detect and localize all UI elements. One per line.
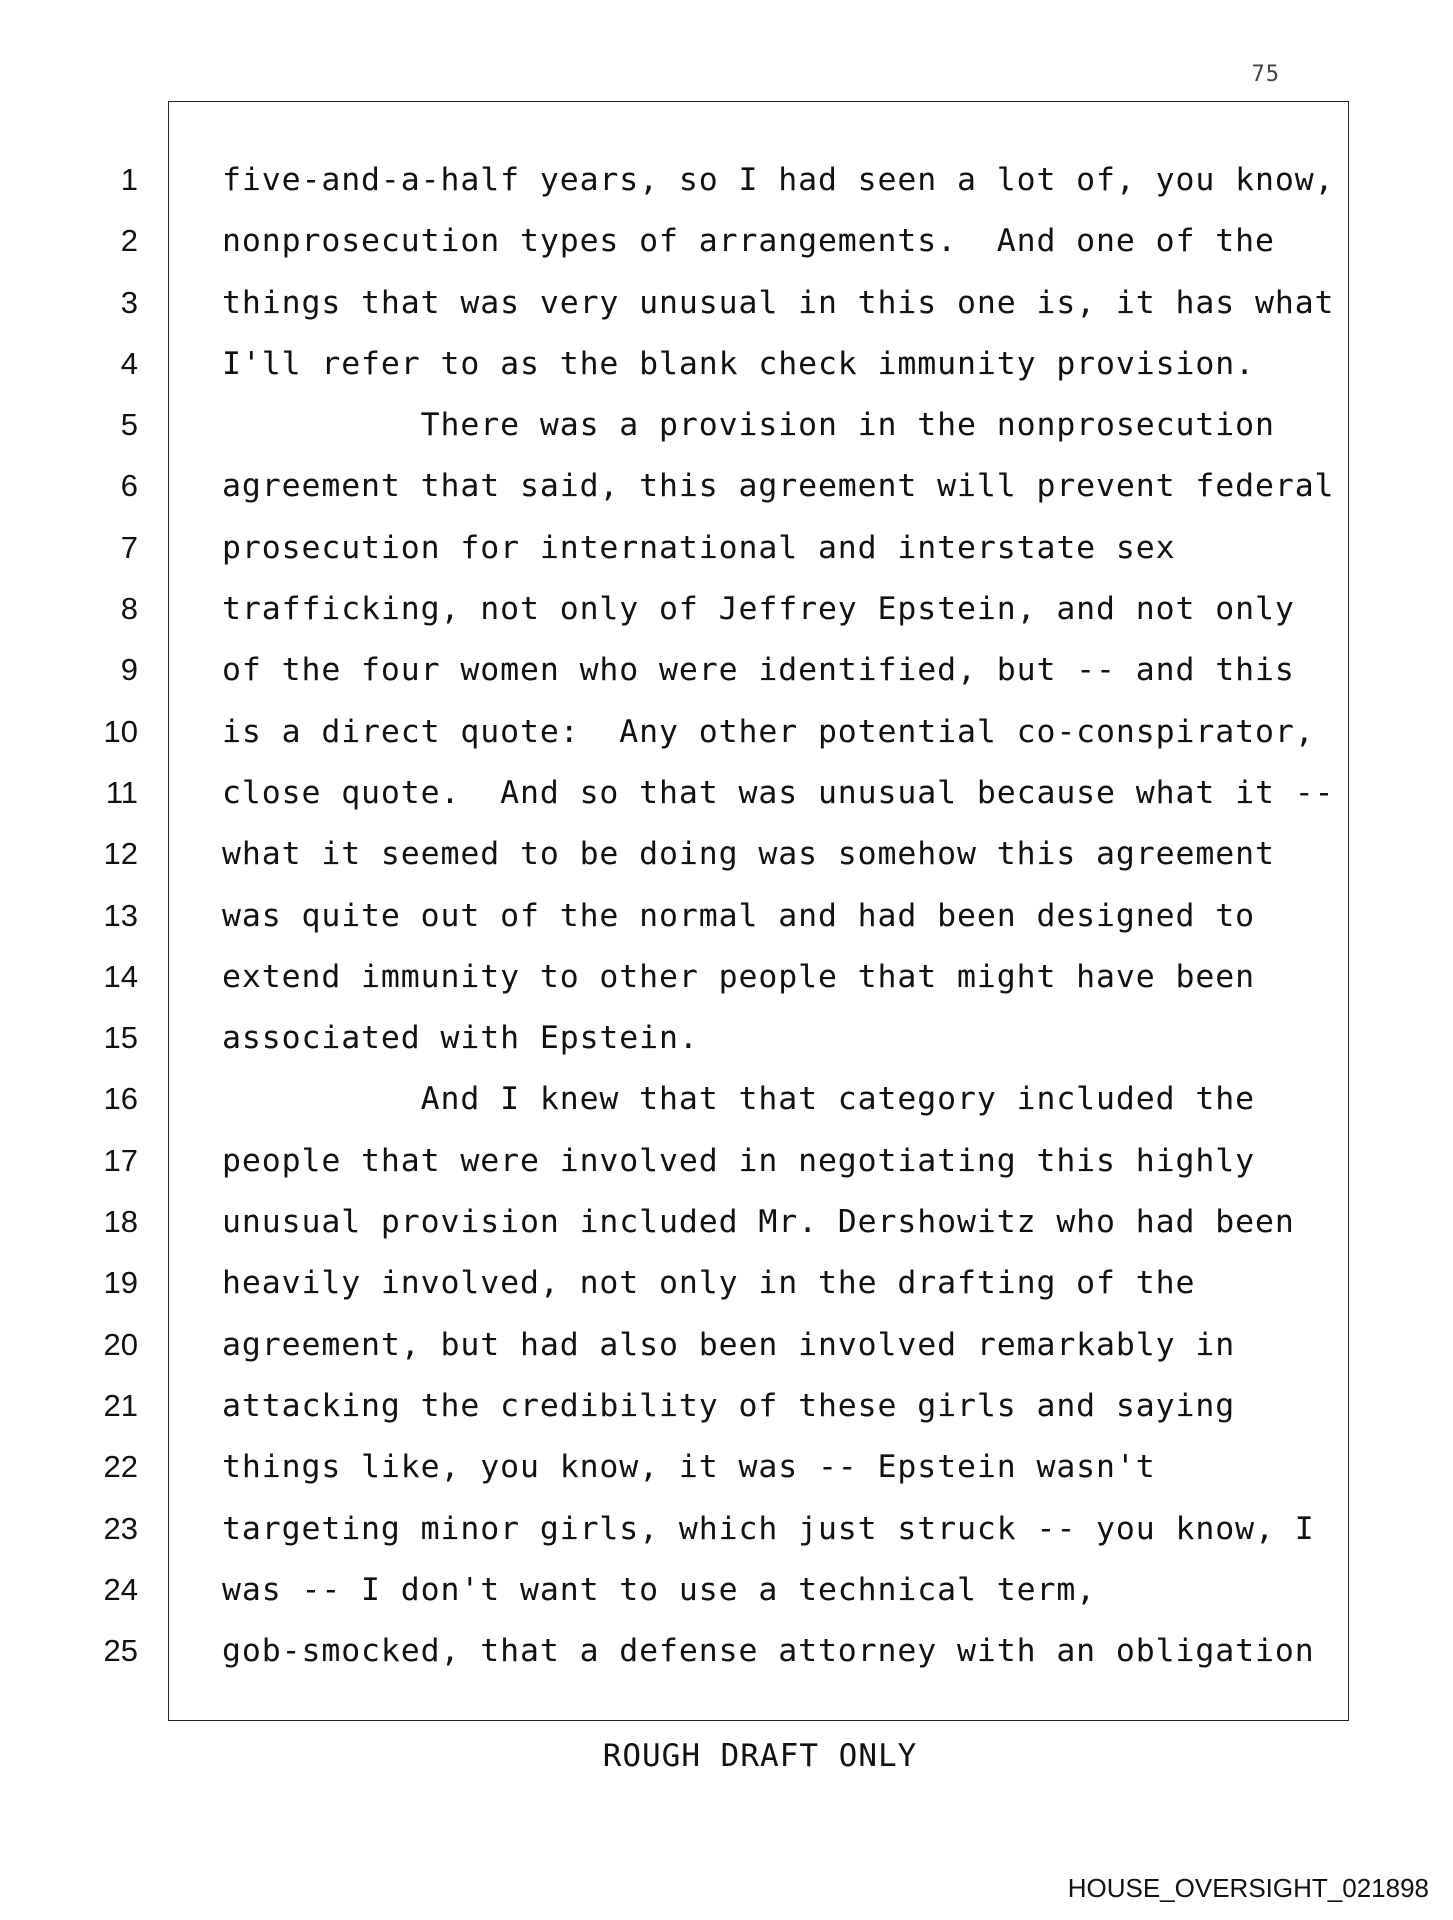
transcript-line: five-and-a-half years, so I had seen a lot of, you know, xyxy=(222,162,1335,198)
line-number: 18 xyxy=(103,1204,138,1240)
line-number: 23 xyxy=(103,1510,138,1546)
line-number-column xyxy=(80,162,138,1694)
line-number: 2 xyxy=(120,223,138,259)
line-number: 6 xyxy=(120,468,138,504)
line-number: 4 xyxy=(120,345,138,381)
transcript-line: attacking the credibility of these girls and saying xyxy=(222,1387,1236,1424)
line-number: 10 xyxy=(103,713,138,749)
transcript-line: people that were involved in negotiating this highly xyxy=(222,1142,1255,1179)
transcript-line: is a direct quote: Any other potential co-conspirator, xyxy=(222,713,1315,750)
line-number: 1 xyxy=(120,162,138,197)
line-number: 21 xyxy=(103,1387,138,1423)
document-id: HOUSE_OVERSIGHT_021898 xyxy=(1067,1873,1429,1903)
transcript-line: gob-smocked, that a defense attorney with an obligation xyxy=(222,1633,1315,1670)
transcript-line: I'll refer to as the blank check immunity provision. xyxy=(222,345,1255,382)
page-number: 75 xyxy=(1251,62,1280,87)
transcript-line: what it seemed to be doing was somehow this agreement xyxy=(222,836,1275,873)
transcript-line: things that was very unusual in this one is, it has what xyxy=(222,284,1335,321)
transcript-line: was quite out of the normal and had been designed to xyxy=(222,897,1255,934)
line-number: 8 xyxy=(120,591,138,627)
transcript-line: And I knew that that category included the xyxy=(222,1081,1255,1118)
line-number: 11 xyxy=(105,774,138,810)
line-number: 25 xyxy=(103,1633,138,1669)
line-number: 12 xyxy=(103,836,138,872)
transcript-line: close quote. And so that was unusual because what it -- xyxy=(222,774,1335,811)
transcript-line: nonprosecution types of arrangements. And one of the xyxy=(222,223,1275,260)
transcript-line: agreement, but had also been involved remarkably in xyxy=(222,1326,1236,1363)
line-number: 22 xyxy=(103,1449,138,1485)
transcript-line: trafficking, not only of Jeffrey Epstein, and not only xyxy=(222,591,1295,628)
transcript-line: was -- I don't want to use a technical term, xyxy=(222,1571,1097,1608)
line-number: 14 xyxy=(103,958,138,994)
line-number: 13 xyxy=(103,897,138,933)
line-number: 5 xyxy=(120,407,138,443)
transcript-line: unusual provision included Mr. Dershowitz who had been xyxy=(222,1204,1295,1241)
transcript-line: prosecution for international and interstate sex xyxy=(222,529,1176,566)
line-number: 16 xyxy=(103,1081,138,1117)
transcript-line: heavily involved, not only in the drafting of the xyxy=(222,1265,1196,1302)
transcript-line: agreement that said, this agreement will prevent federal xyxy=(222,468,1335,505)
line-number: 17 xyxy=(103,1142,138,1178)
transcript-line: associated with Epstein. xyxy=(222,1020,699,1057)
line-number: 24 xyxy=(103,1571,138,1607)
line-number: 15 xyxy=(103,1020,138,1056)
transcript-line: extend immunity to other people that might have been xyxy=(222,958,1255,995)
line-number: 3 xyxy=(120,284,138,320)
transcript-line: targeting minor girls, which just struck -- you know, I xyxy=(222,1510,1315,1547)
transcript-line: things like, you know, it was -- Epstein wasn't xyxy=(222,1449,1156,1486)
line-number: 20 xyxy=(103,1326,138,1362)
line-number: 9 xyxy=(120,652,138,688)
transcript-line: of the four women who were identified, but -- and this xyxy=(222,652,1295,689)
line-number: 19 xyxy=(103,1265,138,1301)
line-number: 7 xyxy=(120,529,138,565)
transcript-text xyxy=(222,162,1337,1694)
rough-draft-label: ROUGH DRAFT ONLY xyxy=(602,1738,918,1774)
transcript-line: There was a provision in the nonprosecution xyxy=(222,407,1275,444)
